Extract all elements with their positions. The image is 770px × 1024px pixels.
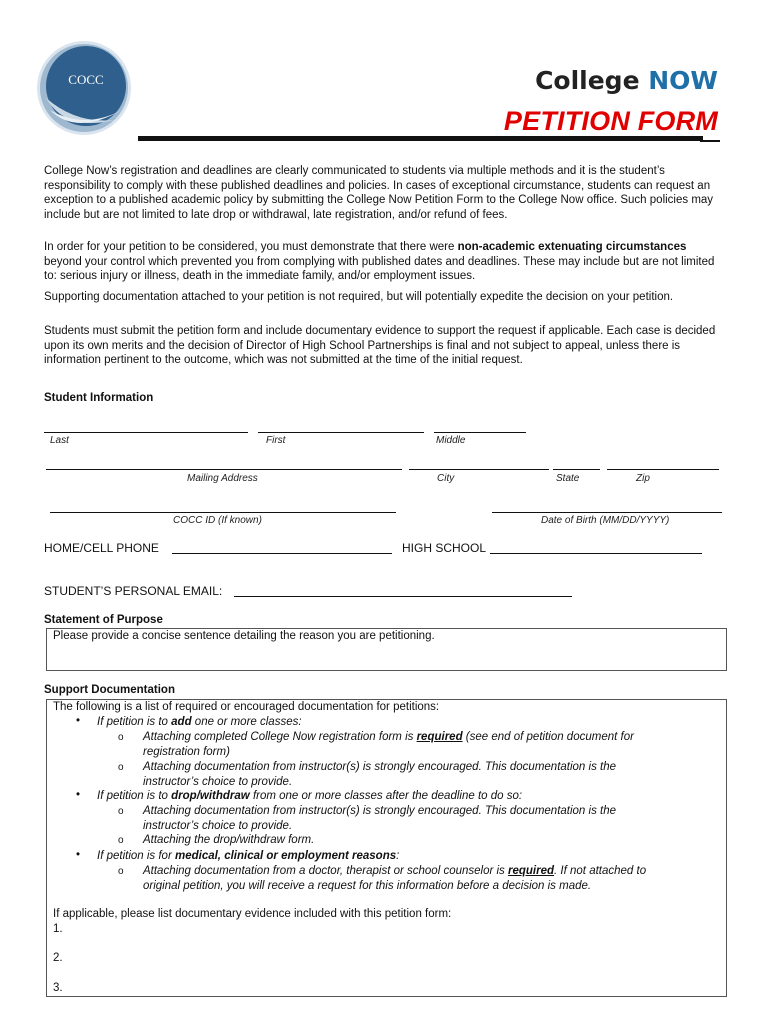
mailing-address-line[interactable] [46,469,402,470]
title-accent: NOW [648,66,718,95]
cocc-id-label: COCC ID (If known) [173,515,262,526]
bullet-add: If petition is to add one or more classes: [97,716,302,728]
zip-line[interactable] [607,469,719,470]
email-label: STUDENT’S PERSONAL EMAIL: [44,584,223,598]
phone-label: HOME/CELL PHONE [44,541,159,555]
intro-paragraph-4: Students must submit the petition form and include documentary evidence to support the request if applicable. Each case is decided upon its own merits and the decision of Director of High School Partnerships is final and not subject to appeal, unless there is information pertinent to the outcome, which was not submitted at the time of the initial request. [44,325,716,366]
phone-line[interactable] [172,553,392,554]
sub-medical-doc: Attaching documentation from a doctor, therapist or school counselor is required. If not attached to original petition, you will receive a request for this information before a decision is made. [143,865,647,892]
purpose-heading: Statement of Purpose [44,614,163,626]
sub-add-registration: Attaching completed College Now registration form is required (see end of petition document for registration form) [143,731,634,758]
state-line[interactable] [553,469,600,470]
circle-bullet-icon: o [118,762,124,773]
high-school-label: HIGH SCHOOL [402,541,487,555]
dob-line[interactable] [492,512,722,513]
last-label: Last [50,435,69,446]
evidence-item-2[interactable]: 2. [53,952,63,964]
support-heading: Support Documentation [44,684,175,696]
sub-drop-instructor: Attaching documentation from instructor(s) is strongly encouraged. This documentation is the instructor’s choice to provide. [143,805,617,832]
circle-bullet-icon: o [118,835,124,846]
intro-paragraph-2 [44,240,726,284]
title-prefix: College [535,66,649,95]
zip-label: Zip [636,473,650,484]
high-school-line[interactable] [490,553,702,554]
evidence-prompt: If applicable, please list documentary evidence included with this petition form: [53,908,452,920]
intro-paragraph-1: College Now’s registration and deadlines are clearly communicated to students via multiple methods and it is the student’s responsibility to comply with these published deadlines and policies. In cases of exceptional circumstance, students can request an exception to a published academic policy by submitting the College Now Petition Form to the College Now office. Such policies may include but are not limited to late drop or withdrawal, late registration, and/or refund of fees. [44,165,714,221]
p2-bold: non-academic extenuating circumstances [457,241,687,253]
form-subtitle: PETITION FORM [503,106,718,136]
header-rule [138,136,703,141]
student-info-heading: Student Information [44,392,154,404]
circle-bullet-icon: o [118,806,124,817]
email-line[interactable] [234,596,572,597]
sub-drop-form: Attaching the drop/withdraw form. [143,834,315,846]
bullet-icon: • [76,849,81,861]
first-name-line[interactable] [258,432,424,433]
p2-before: In order for your petition to be considered, you must demonstrate that there were [44,241,458,253]
form-title [535,66,718,95]
state-label: State [556,473,580,484]
cocc-logo [36,40,132,136]
city-label: City [437,473,455,484]
circle-bullet-icon: o [118,866,124,877]
circle-bullet-icon: o [118,732,124,743]
middle-name-line[interactable] [434,432,526,433]
support-intro: The following is a list of required or encouraged documentation for petitions: [53,701,440,713]
bullet-icon: • [76,789,81,801]
bullet-drop: If petition is to drop/withdraw from one or more classes after the deadline to do so: [97,790,523,802]
sub-add-instructor: Attaching documentation from instructor(s) is strongly encouraged. This documentation is the instructor’s choice to provide. [143,761,617,788]
last-name-line[interactable] [44,432,248,433]
middle-label: Middle [436,435,466,446]
first-label: First [266,435,286,446]
city-line[interactable] [409,469,549,470]
mailing-address-label: Mailing Address [187,473,258,484]
dob-label: Date of Birth (MM/DD/YYYY) [541,515,670,526]
logo-text: COCC [68,72,104,87]
header-rule-end [700,140,720,142]
purpose-prompt: Please provide a concise sentence detailing the reason you are petitioning. [53,630,435,642]
intro-paragraph-3: Supporting documentation attached to your petition is not required, but will potentially expedite the decision on your petition. [44,291,674,303]
cocc-id-line[interactable] [50,512,396,513]
p2-after: beyond your control which prevented you from complying with published dates and deadlines. These may include but are not limited to: serious injury or illness, death in the immediate family, and/or employment issues. [44,255,715,282]
bullet-icon: • [76,715,81,727]
evidence-item-1[interactable]: 1. [53,923,63,935]
bullet-medical: If petition is for medical, clinical or employment reasons: [97,850,400,862]
evidence-item-3[interactable]: 3. [53,982,63,994]
